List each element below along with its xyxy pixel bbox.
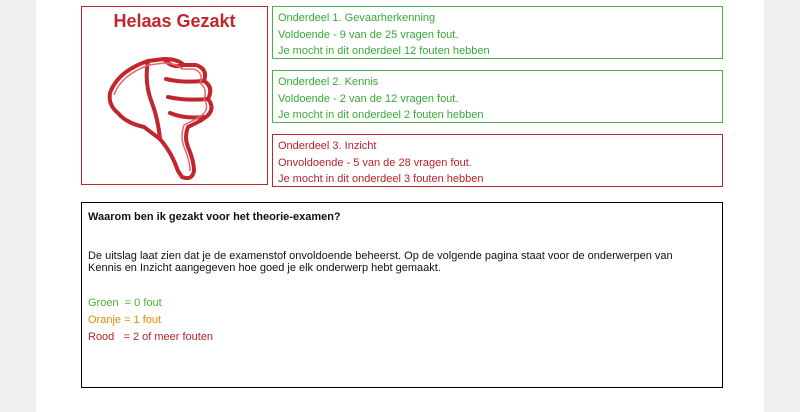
- part-1-allowed: Je mocht in dit onderdeel 12 fouten hebben: [278, 45, 490, 57]
- legend-orange: Oranje = 1 fout: [88, 313, 162, 326]
- part-2-title: Onderdeel 2. Kennis: [278, 76, 379, 88]
- result-page: [36, 0, 764, 412]
- part-3-allowed: Je mocht in dit onderdeel 3 fouten hebben: [278, 173, 484, 185]
- color-legend: [88, 295, 716, 346]
- part-1-box: [272, 6, 723, 59]
- legend-red: Rood = 2 of meer fouten: [88, 330, 214, 343]
- part-2-status: Voldoende - 2 van de 12 vragen fout.: [278, 92, 459, 105]
- part-2-allowed: Je mocht in dit onderdeel 2 fouten hebben: [278, 109, 484, 121]
- result-box: [81, 6, 268, 185]
- part-1-title: Onderdeel 1. Gevaarherkenning: [278, 12, 436, 24]
- thumbs-down-icon: [104, 43, 216, 183]
- part-3-status: Onvoldoende - 5 van de 28 vragen fout.: [278, 156, 472, 169]
- result-title: Helaas Gezakt: [113, 11, 236, 31]
- part-2-box: [272, 70, 723, 123]
- legend-green: Groen = 0 fout: [88, 296, 162, 309]
- part-1-status: Voldoende - 9 van de 25 vragen fout.: [278, 28, 459, 41]
- explanation-text: De uitslag laat zien dat je de examenstof onvoldoende beheerst. Op de volgende pagina staat voor de onderwerpen van Kennis en Inzicht aangegeven hoe goed je elk onderwerp hebt gemaakt.: [88, 249, 673, 274]
- explanation-box: [81, 202, 723, 388]
- part-3-title: Onderdeel 3. Inzicht: [278, 140, 377, 152]
- part-3-box: [272, 134, 723, 187]
- explanation-question: Waarom ben ik gezakt voor het theorie-examen?: [88, 211, 341, 223]
